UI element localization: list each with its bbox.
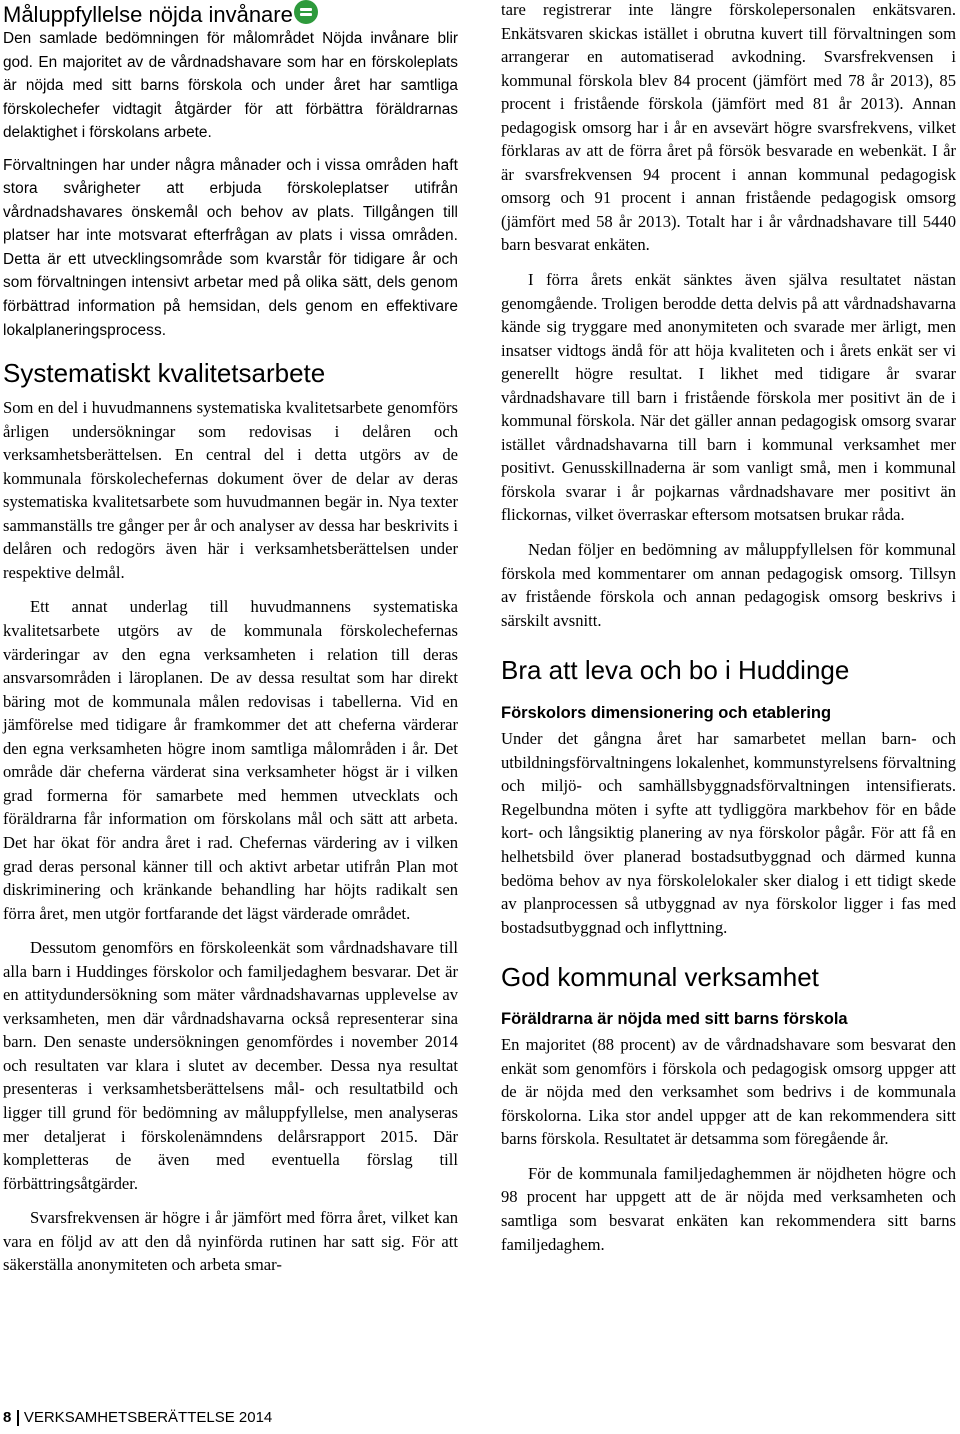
paragraph: En majoritet (88 procent) av de vårdnadshavare som besvarat den enkät som genomförs i förskola och pedagogisk omsorg uppger att de är nöjda med den verksamhet som bedrivs i de kommunala förskolorna. Lika stor andel uppger att de kan rekommendera sitt barns förskola. Resultatet är detsamma som föregående år. (501, 1035, 956, 1149)
right-column (501, 0, 956, 1256)
paragraph: Som en del i huvudmannens systematiska kvalitetsarbete genomförs årligen undersökningar som redovisas i delåren och verksamhetsberättelsen. En central del i detta utgörs av de kommunala förskolechefernas dokument över de delar av deras systematiska kvalitetsarbete som huvudmannen begär in. Nya texter sammanställs tre gånger per år och analyser av dessa har beskrivits i delåren och redogörs även här i verksamhetsberättelsen under respektive delmål. (3, 398, 458, 582)
footer-title: VERKSAMHETSBERÄTTELSE 2014 (23, 1409, 273, 1426)
section-heading-maluppfyllelse (3, 2, 458, 28)
neutral-face-icon (294, 0, 318, 24)
footer-divider (17, 1410, 19, 1426)
paragraph: Den samlade bedömningen för målområdet Nöjda invånare blir god. En majoritet av de vårdnadshavare som har en förskoleplats är nöjda med sitt barns förskola och under året har samtliga förskolechefer vidtagit åtgärder för att förbättra föräldrarnas delaktighet i förskolans arbete. (3, 30, 458, 142)
page-footer (3, 1409, 272, 1427)
subheading-dimensionering: Förskolors dimensionering och etablering (501, 704, 832, 723)
section-heading-systematiskt: Systematiskt kvalitetsarbete (3, 358, 326, 389)
paragraph: I förra årets enkät sänktes även själva resultatet nästan genomgående. Troligen berodde detta delvis på att vårdnadshavarna kände sig tryggare med anonymiteten och svarade mer ärligt, men insatser vidtogs ändå för att höja kvaliteten och i årets enkät ser vi generellt högre resultat. I likhet med tidigare år svarar vårdnadshavare till barn i fristående förskola mer positivt än de i kommunal förskola. När det gäller annan pedagogisk omsorg svarar istället vårdnadshavarna till barn i kommunal verksamhet mer positivt. Genusskillnaderna är som vanligt små, men i kommunal förskola svarar i år pojkarnas vårdnadshavare mer positivt än flickornas, vilket överraskar eftersom motsatsen brukar råda. (501, 270, 956, 525)
paragraph: Förvaltningen har under några månader och i vissa områden haft stora svårigheter att erbjuda förskoleplatser utifrån vårdnadshavares önskemål och behov av plats. Tillgången till platser har inte motsvarat efterfrågan av plats i vissa områden. Detta är ett utvecklingsområde som kvarstår för tidigare år och som förvaltningen intensivt arbetar med på olika sätt, dels genom förbättrad information på hemsidan, dels genom en effektivare lokalplaneringsprocess. (3, 156, 458, 339)
paragraph: Dessutom genomförs en förskoleenkät som vårdnadshavare till alla barn i Huddinges förskolor och familjedaghem besvarar. Det är en attitydundersökning som mäter vårdnadshavarnas upplevelse av verksamheten, men där vårdnadshavarna också representerar sina barn. Den senaste undersökningen genomfördes i november 2014 och resultaten var klara i slutet av december. Dessa nya resultat presenteras i verksamhetsberättelsens mål- och resultatbild och ligger till grund för bedömning av måluppfyllelse, men analyseras mer detaljerat i förskolenämndens delårsrapport 2015. Där kompletteras de även med eventuella förslag till förbättringsåtgärder. (3, 938, 458, 1193)
paragraph: Nedan följer en bedömning av måluppfyllelsen för kommunal förskola med kommentarer om annan pedagogisk omsorg. Tillsyn av fristående förskola och annan pedagogisk omsorg beskrivs i särskilt avsnitt. (501, 540, 956, 630)
section-heading-god-kommunal: God kommunal verksamhet (501, 962, 819, 993)
paragraph: Under det gångna året har samarbetet mellan barn- och utbildningsförvaltningens lokalenhet, kommunstyrelsens förvaltning och miljö- och samhällsbyggnadsförvaltningen intensifierats. Regelbundna möten i syfte att tydliggöra markbehov för en både kort- och långsiktig planering av nya förskolor pågår. För att få en helhetsbild över planerad bostadsutbyggnad och därmed kunna bedöma behov av nya förskolelokaler sker dialog i ett tidigt skede av planprocessen så utbyggnad av nya förskolor ligger i fas med bostadsutbyggnad och inflyttning. (501, 729, 956, 937)
paragraph: Svarsfrekvensen är högre i år jämfört med förra året, vilket kan vara en följd av att den då nyinförda rutinen har satt sig. För att säkerställa anonymiteten och arbeta smar- (3, 1208, 458, 1275)
left-column (3, 0, 458, 1277)
paragraph: tare registrerar inte längre förskolepersonalen enkätsvaren. Enkätsvaren skickas istället i obrutna kuvert till förvaltningen som arrangerar en automatiserad avkodning. Svarsfrekvensen i kommunal förskola blev 84 procent (jämfört med 78 år 2013), 85 procent i fristående förskola (jämfört med 81 år 2013). Annan pedagogisk omsorg har i år en avsevärt högre svarsfrekvens, vilket förklaras av att de förra året på försök besvarade en webenkät. I år är svarsfrekvensen 94 procent i annan kommunal pedagogisk omsorg och 91 procent i annan fristående pedagogisk omsorg (jämfört med 58 år 2013). Totalt har i år vårdnadshavare till 5440 barn besvarat enkäten. (501, 0, 956, 255)
paragraph: Ett annat underlag till huvudmannens systematiska kvalitetsarbete utgörs av de kommunala förskolechefernas värderingar av den egna verksamheten i relation till deras ansvarsområden i läroplanen. De av dessa resultat som har direkt bäring mot de kommunala målen redovisas i tabellerna. Vid en jämförelse med tidigare år framkommer det att cheferna värderar den egna verksamheten högre inom samtliga målområden i år. Det område där cheferna värderat sina verksamheter högst är i vilken grad formerna för samarbete med hemmen utvecklats och föräldrarna får information om förskolans mål och sätt att arbeta. Det har ökat för andra året i rad. Chefernas värdering av i vilken grad deras personal känner till och aktivt arbetar utifrån Plan mot diskriminering och kränkande behandling har höjts radikalt sen förra året, men utgör fortfarande det lägst värderade området. (3, 597, 458, 923)
paragraph: För de kommunala familjedaghemmen är nöjdheten högre och 98 procent har uppgett att de är nöjda med verksamheten och samtliga som besvarat enkäten kan rekommendera sitt barns familjedaghem. (501, 1163, 956, 1254)
page-number: 8 (3, 1409, 12, 1426)
section-heading-bra-att-leva: Bra att leva och bo i Huddinge (501, 655, 850, 686)
subheading-foraldrarna-nojda: Föräldrarna är nöjda med sitt barns förskola (501, 1010, 848, 1029)
heading-text: Måluppfyllelse nöjda invånare (3, 2, 293, 27)
